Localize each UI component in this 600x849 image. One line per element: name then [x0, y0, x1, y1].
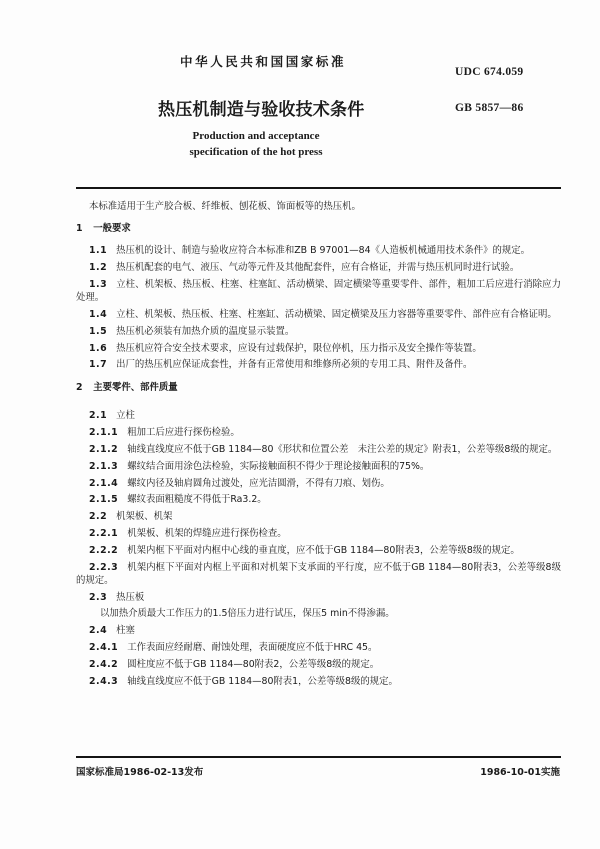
section-number: 1 — [76, 223, 83, 235]
clause — [76, 544, 561, 557]
clause — [76, 358, 561, 371]
clause-text: 螺纹结合面用涂色法检验，实际接触面积不得少于理论接触面积的75%。 — [127, 460, 430, 472]
clause — [76, 278, 561, 304]
clause-number: 2.1.1 — [89, 427, 119, 439]
clause — [76, 308, 561, 321]
footer-divider — [76, 756, 561, 758]
clause — [76, 426, 561, 439]
clause — [76, 641, 561, 654]
clause-text: 轴线直线度应不低于GB 1184—80《形状和位置公差 未注公差的规定》附表1，公差等级8级的规定。 — [127, 443, 558, 455]
clause — [76, 493, 561, 506]
clause-number: 2.2.1 — [89, 527, 119, 539]
clause-number: 2.2.2 — [89, 544, 119, 556]
clause-number: 1.6 — [89, 342, 108, 354]
clause-number: 2.2.3 — [89, 561, 119, 573]
clause-number: 2.1.4 — [89, 477, 119, 489]
clause — [76, 325, 561, 338]
clause — [76, 460, 561, 473]
section-title: 主要零件、部件质量 — [93, 382, 178, 394]
clause-number: 2.4.2 — [89, 658, 119, 670]
section-heading — [76, 222, 561, 235]
clause — [76, 342, 561, 355]
clause-text: 热压机的设计、制造与验收应符合本标准和ZB B 97001—84《人造板机械通用技术条件》的规定。 — [116, 245, 530, 257]
clause-text: 热压板 — [116, 591, 145, 603]
document-title: 热压机制造与验收技术条件 — [158, 100, 365, 120]
clause-body: 以加热介质最大工作压力的1.5倍压力进行试压，保压5 min不得渗漏。 — [100, 608, 395, 620]
clause-number: 1.3 — [89, 279, 108, 290]
clause-number: 1.7 — [89, 359, 108, 371]
scope-statement: 本标准适用于生产胶合板、纤维板、刨花板、饰面板等的热压机。 — [89, 201, 361, 212]
clause-text: 热压机必须装有加热介质的温度显示装置。 — [116, 325, 295, 337]
section-title: 一般要求 — [93, 223, 131, 235]
clause-text: 粗加工后应进行探伤检验。 — [127, 427, 240, 439]
clause-number: 1.4 — [89, 309, 108, 320]
clause-number: 2.1.3 — [89, 460, 119, 472]
clause-number: 2.1.2 — [89, 443, 119, 455]
clause — [76, 561, 561, 587]
clause-number: 2.1.5 — [89, 494, 119, 506]
header-divider — [76, 187, 561, 189]
clause — [76, 244, 561, 257]
clause — [76, 675, 561, 688]
clause — [76, 658, 561, 671]
clause-text: 螺纹表面粗糙度不得低于Ra3.2。 — [127, 494, 267, 506]
clause-text: 热压机应符合安全技术要求，应设有过载保护，限位停机，压力指示及安全操作等装置。 — [116, 342, 482, 354]
effective-date: 1986-10-01实施 — [480, 767, 560, 778]
udc-code: UDC 674.059 — [455, 66, 524, 78]
clause-text: 轴线直线度应不低于GB 1184—80附表1，公差等级8级的规定。 — [127, 675, 398, 687]
document-body — [76, 200, 561, 691]
clause — [76, 527, 561, 540]
clause-number: 2.4 — [89, 625, 108, 637]
clause-number: 2.2 — [89, 511, 108, 523]
clause-text: 工作表面应经耐磨、耐蚀处理，表面硬度应不低于HRC 45。 — [127, 641, 378, 653]
english-title-line-2: specification of the hot press — [189, 146, 323, 158]
clause-text: 机架内框下平面对内框中心线的垂直度，应不低于GB 1184—80附表3，公差等级8级的规定。 — [127, 544, 520, 556]
clause-text: 立柱、机架板、热压板、柱塞、柱塞缸、活动横梁、固定横梁及压力容器等重要零件、部件应有合格证明。 — [116, 309, 557, 320]
english-title — [150, 128, 362, 160]
clause-text: 出厂的热压机应保证成套性，并备有正常使用和维修所必须的专用工具、附件及备件。 — [116, 359, 473, 371]
gb-number: GB 5857—86 — [455, 102, 524, 114]
clause-text: 立柱 — [116, 410, 135, 422]
clause — [76, 591, 561, 604]
clause-number: 2.4.1 — [89, 641, 119, 653]
clause — [76, 261, 561, 274]
clause-number: 2.1 — [89, 410, 108, 422]
clause-number: 2.3 — [89, 591, 108, 603]
clause-number: 1.2 — [89, 262, 108, 274]
clause-text: 热压机配套的电气、液压、气动等元件及其他配套件，应有合格证，并需与热压机同时进行试验。 — [116, 262, 520, 274]
clause-text: 螺纹内径及轴肩圆角过渡处，应光洁圆滑，不得有刀痕、划伤。 — [127, 477, 390, 489]
clause — [76, 477, 561, 490]
clause-number: 2.4.3 — [89, 675, 119, 687]
clause — [76, 409, 561, 422]
clause — [76, 624, 561, 637]
english-title-line-1: Production and acceptance — [192, 130, 320, 142]
clause-number: 1.5 — [89, 325, 108, 337]
clause-text: 立柱、机架板、热压板、柱塞、柱塞缸、活动横梁、固定横梁等重要零件、部件，粗加工后应进行消除应力处理。 — [76, 279, 561, 304]
clause-text: 圆柱度应不低于GB 1184—80附表2，公差等级8级的规定。 — [127, 658, 380, 670]
clause — [76, 510, 561, 523]
issue-date: 国家标准局1986-02-13发布 — [76, 767, 204, 778]
clause-number: 1.1 — [89, 245, 108, 257]
standard-category: 中华人民共和国国家标准 — [180, 54, 347, 69]
clause-text: 机架板、机架的焊缝应进行探伤检查。 — [127, 527, 287, 539]
clause-text: 柱塞 — [116, 625, 135, 637]
section-number: 2 — [76, 382, 83, 394]
clause-text: 机架板、机架 — [116, 511, 173, 523]
clause — [76, 443, 561, 456]
clause-text: 机架内框下平面对内框上平面和对机架下支承面的平行度，应不低于GB 1184—80附表3，公差等级8级的规定。 — [76, 561, 561, 586]
section-heading — [76, 381, 561, 394]
